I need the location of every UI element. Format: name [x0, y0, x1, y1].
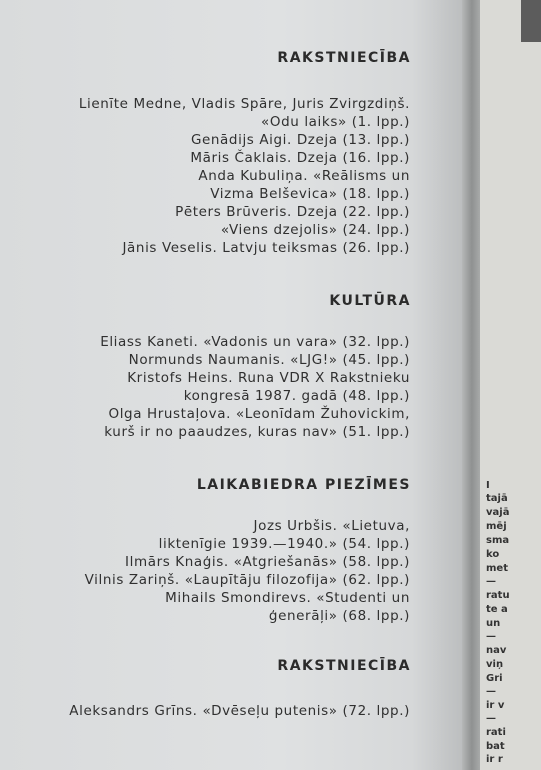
right-page-fragment: un: [486, 618, 501, 629]
right-page-fragment: ko: [486, 549, 500, 560]
section-heading-laikabiedra-piezimes: LAIKABIEDRA PIEZĪMES: [196, 477, 411, 493]
dark-image-corner: [521, 0, 541, 42]
right-page-fragment: ir r: [486, 754, 503, 765]
section-heading-kultura: KULTŪRA: [329, 293, 411, 309]
right-page-fragment: vajā: [486, 507, 510, 518]
section-heading-rakstnieciba: RAKSTNIECĪBA: [277, 50, 411, 66]
toc-entry: Ilmārs Knaģis. «Atgriešanās» (58. lpp.): [125, 554, 410, 570]
toc-entry: kongresā 1987. gadā (48. lpp.): [183, 388, 410, 404]
toc-entry: Aleksandrs Grīns. «Dvēseļu putenis» (72. lpp.): [69, 703, 410, 719]
right-page-fragment: I: [486, 480, 490, 491]
right-page-fragment: —: [486, 631, 496, 642]
right-page-fragment: te a: [486, 604, 508, 615]
right-page-fragment: —: [486, 576, 496, 587]
toc-entry: liktenīgie 1939.—1940.» (54. lpp.): [158, 536, 410, 552]
toc-entry: Pēters Brūveris. Dzeja (22. lpp.): [175, 204, 410, 220]
right-page-fragment: nav: [486, 645, 507, 656]
toc-entry: Anda Kubuliņa. «Reālisms un: [198, 168, 410, 184]
toc-entry: Genādijs Aigi. Dzeja (13. lpp.): [190, 132, 410, 148]
right-page-fragment: ir v: [486, 700, 505, 711]
right-page-fragment: rati: [486, 727, 506, 738]
right-page-fragment: bat: [486, 741, 505, 752]
right-page-fragment: met: [486, 563, 508, 574]
toc-entry: Māris Čaklais. Dzeja (16. lpp.): [190, 150, 410, 166]
toc-entry: «Odu laiks» (1. lpp.): [261, 114, 410, 130]
toc-entry: Vizma Belševica» (18. lpp.): [210, 186, 410, 202]
right-page-fragment: sma: [486, 535, 510, 546]
toc-entry: Normunds Naumanis. «LJG!» (45. lpp.): [128, 352, 410, 368]
toc-entry: Eliass Kaneti. «Vadonis un vara» (32. lpp.): [100, 334, 410, 350]
toc-entry: Lienīte Medne, Vladis Spāre, Juris Zvirgzdiņš.: [78, 96, 410, 112]
toc-entry: Jānis Veselis. Latvju teiksmas (26. lpp.): [122, 240, 410, 256]
right-page-fragment: viņ: [486, 659, 504, 670]
right-page-fragment: ratu: [486, 590, 510, 601]
toc-entry: Kristofs Heins. Runa VDR X Rakstnieku: [127, 370, 410, 386]
right-page-fragment: mēj: [486, 521, 507, 532]
book-gutter: [462, 0, 480, 770]
section-heading-rakstnieciba-2: RAKSTNIECĪBA: [277, 658, 411, 674]
toc-entry: Jozs Urbšis. «Lietuva,: [253, 518, 410, 534]
right-page-fragment: —: [486, 686, 496, 697]
right-page-fragment: Gri: [486, 673, 503, 684]
toc-entry: «Viens dzejolis» (24. lpp.): [220, 222, 410, 238]
toc-entry: Olga Hrustaļova. «Leonīdam Žuhovickim,: [108, 406, 410, 422]
right-page-fragment: tajā: [486, 493, 508, 504]
toc-entry: Mihails Smondirevs. «Studenti un: [165, 590, 410, 606]
toc-entry: ģenerāļi» (68. lpp.): [268, 608, 410, 624]
right-page-fragment: —: [486, 713, 496, 724]
toc-entry: Vilnis Zariņš. «Laupītāju filozofija» (62. lpp.): [84, 572, 410, 588]
toc-entry: kurš ir no paaudzes, kuras nav» (51. lpp.): [104, 424, 410, 440]
